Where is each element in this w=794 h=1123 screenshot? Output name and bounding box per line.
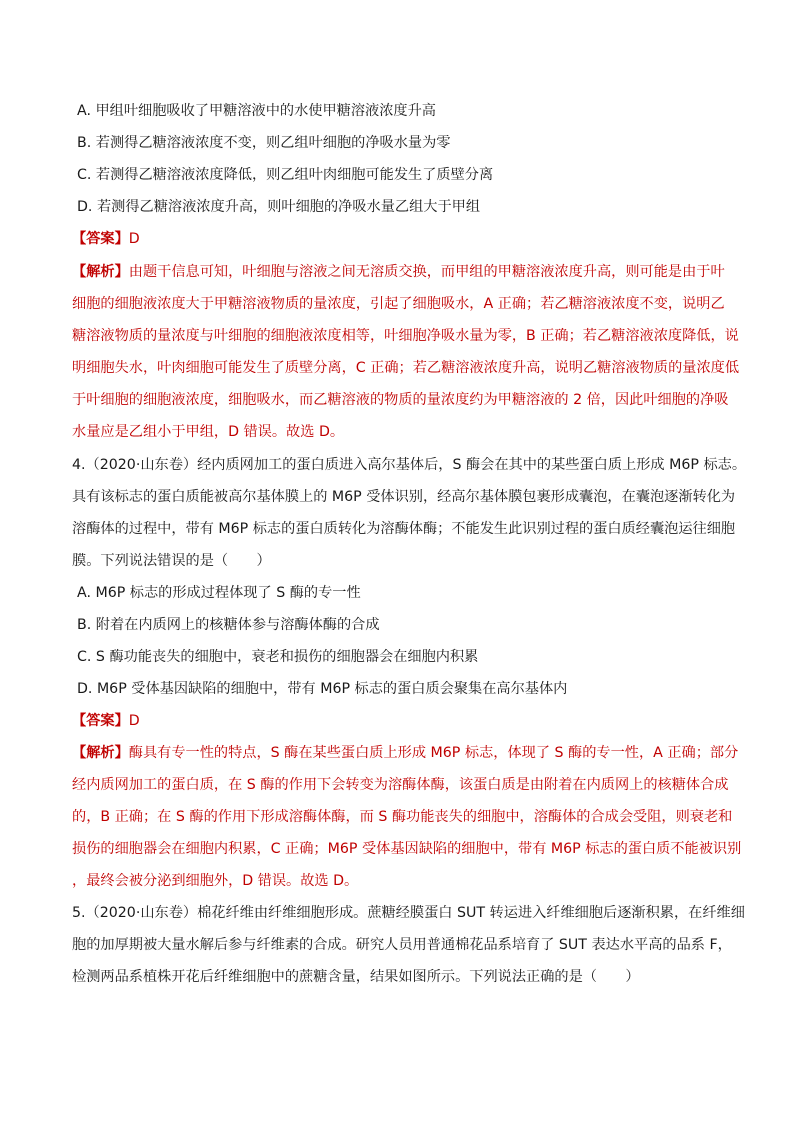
q3-analysis-line-1 [72, 262, 732, 282]
q3-option-a: A. 甲组叶细胞吸收了甲糖溶液中的水使甲糖溶液浓度升高 [77, 103, 436, 119]
analysis-tag: 【解析】 [72, 264, 129, 280]
q3-analysis-line-5: 于叶细胞的细胞液浓度，细胞吸水，而乙糖溶液的物质的量浓度约为甲糖溶液的 2 倍，因此叶细胞的净吸 [72, 392, 729, 408]
q4-option-a: A. M6P 标志的形成过程体现了 S 酶的专一性 [77, 585, 361, 601]
q4-analysis-line-2: 经内质网加工的蛋白质，在 S 酶的作用下会转变为溶酶体酶，该蛋白质是由附着在内质网上的核糖体合成 [72, 777, 729, 793]
answer-value: D [128, 231, 140, 247]
q4-analysis-line-1 [72, 743, 739, 763]
q4-analysis-line-5: ，最终会被分泌到细胞外，D 错误。故选 D。 [72, 873, 359, 889]
q5-stem-line-3: 检测两品系植株开花后纤维细胞中的蔗糖含量，结果如图所示。下列说法正确的是（ ） [72, 969, 640, 985]
q3-analysis-line-6: 水量应是乙组小于甲组，D 错误。故选 D。 [72, 424, 345, 440]
q4-stem-line-1: 4.（2020·山东卷）经内质网加工的蛋白质进入高尔基体后，S 酶会在其中的某些蛋白质上形成 M6P 标志。 [72, 457, 747, 473]
q3-answer [72, 229, 732, 249]
q4-option-d: D. M6P 受体基因缺陷的细胞中，带有 M6P 标志的蛋白质会聚集在高尔基体内 [77, 681, 568, 697]
q4-analysis-line-3: 的，B 正确；在 S 酶的作用下形成溶酶体酶，而 S 酶功能丧失的细胞中，溶酶体的合成会受阻，则衰老和 [72, 809, 733, 825]
q4-stem-line-3: 溶酶体的过程中，带有 M6P 标志的蛋白质转化为溶酶体酶；不能发生此识别过程的蛋白质经囊泡运往细胞 [72, 521, 736, 537]
q3-option-d: D. 若测得乙糖溶液浓度升高，则叶细胞的净吸水量乙组大于甲组 [77, 199, 481, 215]
q3-analysis-line-2: 细胞的细胞液浓度大于甲糖溶液物质的量浓度，引起了细胞吸水，A 正确；若乙糖溶液浓度不变，说明乙 [72, 296, 725, 312]
answer-tag: 【答案】 [72, 713, 129, 729]
q3-option-b: B. 若测得乙糖溶液浓度不变，则乙组叶细胞的净吸水量为零 [77, 135, 451, 151]
q3-analysis-line-3: 糖溶液物质的量浓度与叶细胞的细胞液浓度相等，叶细胞净吸水量为零，B 正确；若乙糖溶液浓度降低，说 [72, 328, 739, 344]
analysis-tag: 【解析】 [72, 745, 129, 761]
q5-stem-line-1: 5.（2020·山东卷）棉花纤维由纤维细胞形成。蔗糖经膜蛋白 SUT 转运进入纤维细胞后逐渐积累，在纤维细 [72, 905, 745, 921]
q4-analysis-line-4: 损伤的细胞器会在细胞内积累，C 正确；M6P 受体基因缺陷的细胞中，带有 M6P 标志的蛋白质不能被识别 [72, 841, 742, 857]
q3-option-c: C. 若测得乙糖溶液浓度降低，则乙组叶肉细胞可能发生了质壁分离 [77, 167, 494, 183]
q4-option-b: B. 附着在内质网上的核糖体参与溶酶体酶的合成 [77, 617, 380, 633]
q4-stem-line-4: 膜。下列说法错误的是（ ） [72, 553, 271, 569]
q3-analysis-line-4: 明细胞失水，叶肉细胞可能发生了质壁分离，C 正确；若乙糖溶液浓度升高，说明乙糖溶液物质的量浓度低 [72, 360, 740, 376]
analysis-text: 酶具有专一性的特点，S 酶在某些蛋白质上形成 M6P 标志，体现了 S 酶的专一性，A 正确；部分 [128, 745, 739, 761]
answer-tag: 【答案】 [72, 231, 129, 247]
analysis-text: 由题干信息可知，叶细胞与溶液之间无溶质交换，而甲组的甲糖溶液浓度升高，则可能是由于叶 [128, 264, 725, 280]
q4-answer [72, 711, 732, 731]
answer-value: D [128, 713, 140, 729]
q4-option-c: C. S 酶功能丧失的细胞中，衰老和损伤的细胞器会在细胞内积累 [77, 649, 479, 665]
q4-stem-line-2: 具有该标志的蛋白质能被高尔基体膜上的 M6P 受体识别，经高尔基体膜包裹形成囊泡，在囊泡逐渐转化为 [72, 489, 736, 505]
q5-stem-line-2: 胞的加厚期被大量水解后参与纤维素的合成。研究人员用普通棉花品系培育了 SUT 表达水平高的品系 F， [72, 937, 732, 953]
